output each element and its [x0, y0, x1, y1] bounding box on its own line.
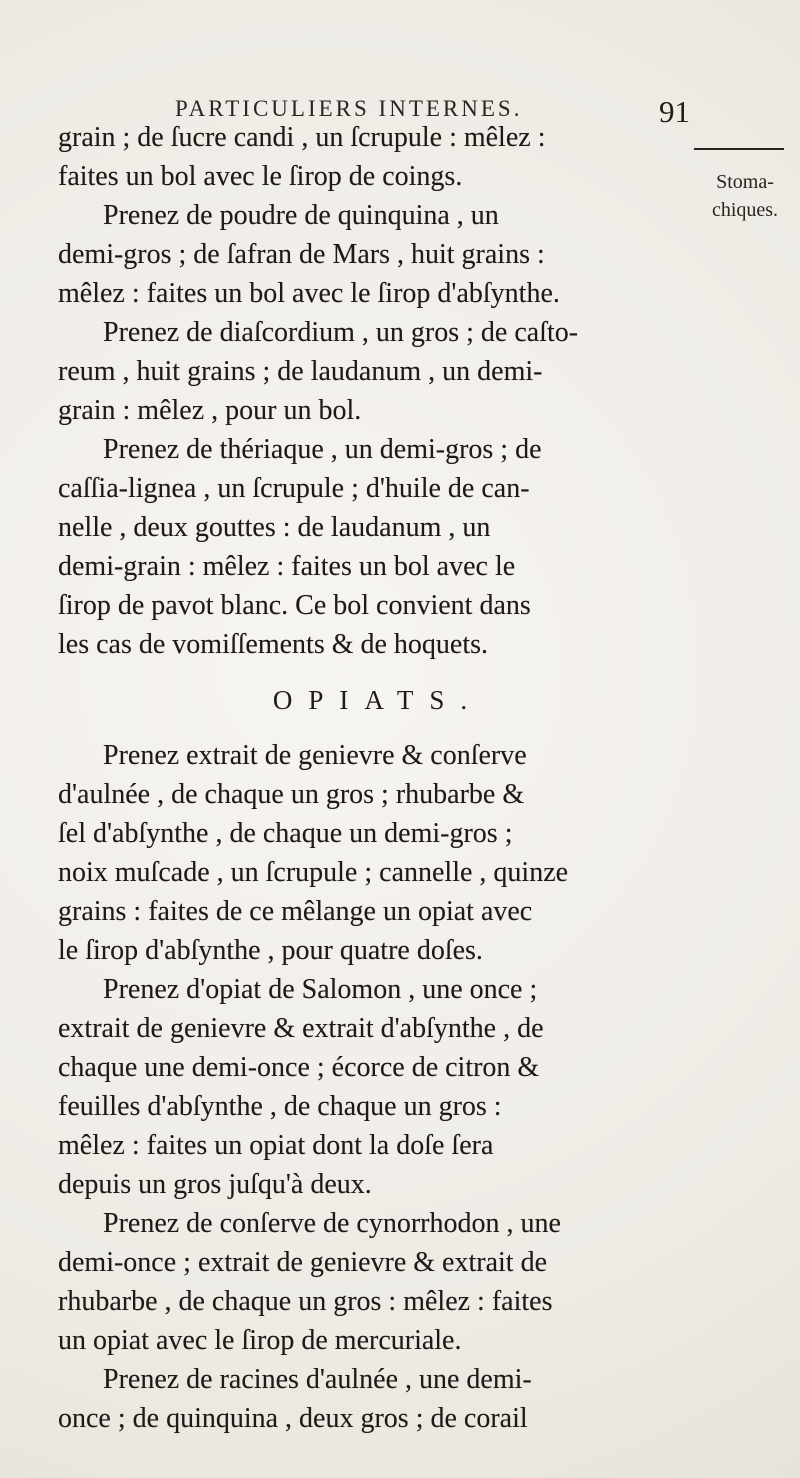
section-title [58, 664, 682, 736]
main-text [58, 118, 682, 1438]
text-line-32: once ; de quinquina , deux gros ; de corail [58, 1403, 528, 1434]
text-line-24: feuilles d'abſynthe , de chaque un gros : [58, 1091, 502, 1122]
text-line-19: grains : faites de ce mêlange un opiat avec [58, 896, 533, 927]
text-line-18: noix muſcade , un ſcrupule ; cannelle , quinze [58, 857, 569, 888]
text-line-10: caſſia-lignea , un ſcrupule ; d'huile de can- [58, 473, 530, 504]
text-line-12: demi-grain : mêlez : faites un bol avec le [58, 551, 516, 582]
text-line-5: mêlez : faites un bol avec le ſirop d'abſynthe. [58, 278, 560, 309]
text-line-14: les cas de vomiſſements & de hoquets. [58, 629, 489, 660]
text-line-26: depuis un gros juſqu'à deux. [58, 1169, 372, 1200]
text-line-7: reum , huit grains ; de laudanum , un demi- [58, 356, 543, 387]
text-line-9: Prenez de thériaque , un demi-gros ; de [103, 434, 542, 465]
text-line-3: Prenez de poudre de quinquina , un [103, 200, 499, 231]
text-line-28: demi-once ; extrait de genievre & extrait de [58, 1247, 548, 1278]
margin-note-line-1: Stoma- [716, 171, 774, 193]
margin-rule [694, 148, 784, 150]
text-line-2: faites un bol avec le ſirop de coings. [58, 161, 463, 192]
page-number: 91 [659, 94, 690, 129]
text-line-23: chaque une demi-once ; écorce de citron & [58, 1052, 540, 1083]
text-line-4: demi-gros ; de ſafran de Mars , huit grains : [58, 239, 545, 270]
text-line-20: le ſirop d'abſynthe , pour quatre doſes. [58, 935, 483, 966]
text-line-6: Prenez de diaſcordium , un gros ; de caſto- [103, 317, 579, 348]
text-line-1: grain ; de ſucre candi , un ſcrupule : mêlez : [58, 122, 546, 153]
text-line-27: Prenez de conſerve de cynorrhodon , une [103, 1208, 561, 1239]
text-line-16: d'aulnée , de chaque un gros ; rhubarbe & [58, 779, 525, 810]
margin-note-line-2: chiques. [711, 199, 779, 221]
text-line-11: nelle , deux gouttes : de laudanum , un [58, 512, 491, 543]
text-line-17: ſel d'abſynthe , de chaque un demi-gros ; [58, 818, 513, 849]
text-line-31: Prenez de racines d'aulnée , une demi- [103, 1364, 532, 1395]
text-line-21: Prenez d'opiat de Salomon , une once ; [103, 974, 538, 1005]
text-line-30: un opiat avec le ſirop de mercuriale. [58, 1325, 462, 1356]
text-line-22: extrait de genievre & extrait d'abſynthe , de [58, 1013, 544, 1044]
text-line-13: ſirop de pavot blanc. Ce bol convient dans [58, 590, 531, 621]
running-head: PARTICULIERS INTERNES. [175, 96, 523, 121]
margin-note [695, 168, 795, 224]
text-line-29: rhubarbe , de chaque un gros : mêlez : faites [58, 1286, 553, 1317]
text-line-25: mêlez : faites un opiat dont la doſe ſera [58, 1130, 494, 1161]
text-line-15: Prenez extrait de genievre & conſerve [103, 740, 527, 771]
text-line-8: grain : mêlez , pour un bol. [58, 395, 362, 426]
section-title-text: OPIATS. [272, 685, 484, 715]
